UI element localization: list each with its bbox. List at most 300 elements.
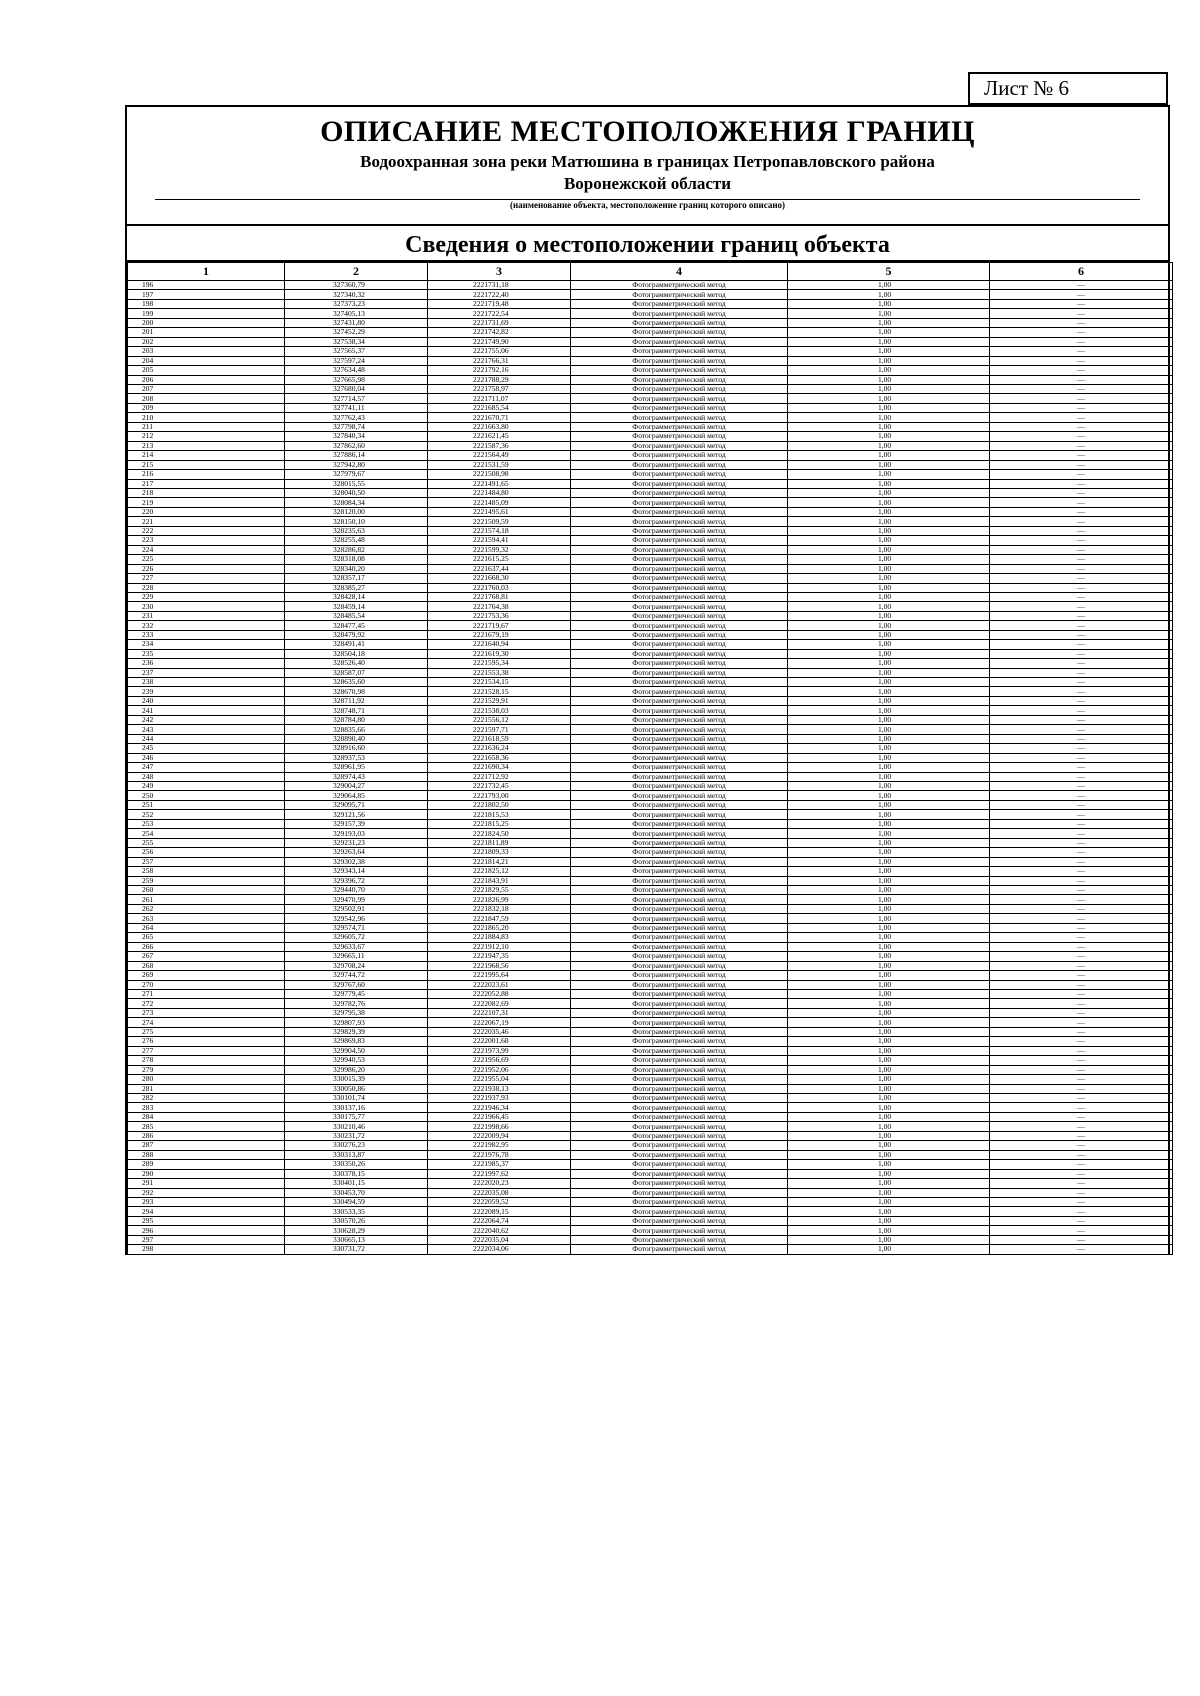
table-row bbox=[128, 1037, 1173, 1046]
description-cell: — bbox=[990, 460, 1173, 469]
accuracy-cell: 1,00 bbox=[788, 498, 990, 507]
accuracy-cell: 1,00 bbox=[788, 1226, 990, 1235]
table-row bbox=[128, 1150, 1173, 1159]
table-row bbox=[128, 309, 1173, 318]
y-coordinate-cell: 2221997,62 bbox=[428, 1169, 571, 1178]
method-cell: Фотограмметрический метод bbox=[571, 1018, 788, 1027]
accuracy-cell: 1,00 bbox=[788, 1169, 990, 1178]
accuracy-cell: 1,00 bbox=[788, 375, 990, 384]
x-coordinate-cell: 327862,60 bbox=[285, 441, 428, 450]
x-coordinate-cell: 327840,34 bbox=[285, 432, 428, 441]
table-row bbox=[128, 328, 1173, 337]
description-cell: — bbox=[990, 318, 1173, 327]
x-coordinate-cell: 329779,45 bbox=[285, 989, 428, 998]
accuracy-cell: 1,00 bbox=[788, 1037, 990, 1046]
y-coordinate-cell: 2221829,55 bbox=[428, 886, 571, 895]
x-coordinate-cell: 329708,24 bbox=[285, 961, 428, 970]
y-coordinate-cell: 2221663,80 bbox=[428, 422, 571, 431]
y-coordinate-cell: 2221937,93 bbox=[428, 1093, 571, 1102]
table-row bbox=[128, 640, 1173, 649]
accuracy-cell: 1,00 bbox=[788, 914, 990, 923]
point-number-cell: 290 bbox=[128, 1169, 285, 1178]
method-cell: Фотограмметрический метод bbox=[571, 838, 788, 847]
point-number-cell: 208 bbox=[128, 394, 285, 403]
point-number-cell: 272 bbox=[128, 999, 285, 1008]
table-row bbox=[128, 933, 1173, 942]
table-row bbox=[128, 649, 1173, 658]
y-coordinate-cell: 2221755,06 bbox=[428, 347, 571, 356]
point-number-cell: 253 bbox=[128, 819, 285, 828]
method-cell: Фотограмметрический метод bbox=[571, 507, 788, 516]
method-cell: Фотограмметрический метод bbox=[571, 422, 788, 431]
accuracy-cell: 1,00 bbox=[788, 507, 990, 516]
point-number-cell: 237 bbox=[128, 668, 285, 677]
table-row bbox=[128, 583, 1173, 592]
table-row bbox=[128, 715, 1173, 724]
table-row bbox=[128, 621, 1173, 630]
y-coordinate-cell: 2221995,64 bbox=[428, 971, 571, 980]
description-cell: — bbox=[990, 980, 1173, 989]
table-row bbox=[128, 1207, 1173, 1216]
x-coordinate-cell: 328340,20 bbox=[285, 564, 428, 573]
accuracy-cell: 1,00 bbox=[788, 649, 990, 658]
y-coordinate-cell: 2221792,16 bbox=[428, 366, 571, 375]
x-coordinate-cell: 327373,23 bbox=[285, 299, 428, 308]
accuracy-cell: 1,00 bbox=[788, 328, 990, 337]
accuracy-cell: 1,00 bbox=[788, 1160, 990, 1169]
column-header: 1 bbox=[128, 263, 285, 281]
method-cell: Фотограмметрический метод bbox=[571, 829, 788, 838]
y-coordinate-cell: 2222089,15 bbox=[428, 1207, 571, 1216]
method-cell: Фотограмметрический метод bbox=[571, 1160, 788, 1169]
accuracy-cell: 1,00 bbox=[788, 611, 990, 620]
y-coordinate-cell: 2221802,50 bbox=[428, 800, 571, 809]
table-row bbox=[128, 696, 1173, 705]
point-number-cell: 287 bbox=[128, 1141, 285, 1150]
method-cell: Фотограмметрический метод bbox=[571, 791, 788, 800]
accuracy-cell: 1,00 bbox=[788, 366, 990, 375]
accuracy-cell: 1,00 bbox=[788, 347, 990, 356]
description-cell: — bbox=[990, 886, 1173, 895]
point-number-cell: 214 bbox=[128, 451, 285, 460]
y-coordinate-cell: 2221615,25 bbox=[428, 555, 571, 564]
description-cell: — bbox=[990, 1122, 1173, 1131]
method-cell: Фотограмметрический метод bbox=[571, 309, 788, 318]
point-number-cell: 297 bbox=[128, 1235, 285, 1244]
point-number-cell: 217 bbox=[128, 479, 285, 488]
y-coordinate-cell: 2221843,91 bbox=[428, 876, 571, 885]
method-cell: Фотограмметрический метод bbox=[571, 1207, 788, 1216]
table-row bbox=[128, 1103, 1173, 1112]
y-coordinate-cell: 2221731,69 bbox=[428, 318, 571, 327]
point-number-cell: 256 bbox=[128, 848, 285, 857]
method-cell: Фотограмметрический метод bbox=[571, 583, 788, 592]
description-cell: — bbox=[990, 1169, 1173, 1178]
y-coordinate-cell: 2222064,74 bbox=[428, 1216, 571, 1225]
accuracy-cell: 1,00 bbox=[788, 299, 990, 308]
method-cell: Фотограмметрический метод bbox=[571, 649, 788, 658]
x-coordinate-cell: 328318,08 bbox=[285, 555, 428, 564]
point-number-cell: 202 bbox=[128, 337, 285, 346]
table-row bbox=[128, 536, 1173, 545]
x-coordinate-cell: 328385,27 bbox=[285, 583, 428, 592]
x-coordinate-cell: 330494,59 bbox=[285, 1197, 428, 1206]
y-coordinate-cell: 2221640,94 bbox=[428, 640, 571, 649]
x-coordinate-cell: 329231,23 bbox=[285, 838, 428, 847]
table-row bbox=[128, 772, 1173, 781]
x-coordinate-cell: 329574,71 bbox=[285, 923, 428, 932]
point-number-cell: 259 bbox=[128, 876, 285, 885]
table-row bbox=[128, 526, 1173, 535]
description-cell: — bbox=[990, 1226, 1173, 1235]
method-cell: Фотограмметрический метод bbox=[571, 1056, 788, 1065]
point-number-cell: 289 bbox=[128, 1160, 285, 1169]
method-cell: Фотограмметрический метод bbox=[571, 460, 788, 469]
accuracy-cell: 1,00 bbox=[788, 800, 990, 809]
method-cell: Фотограмметрический метод bbox=[571, 923, 788, 932]
description-cell: — bbox=[990, 999, 1173, 1008]
x-coordinate-cell: 329665,11 bbox=[285, 952, 428, 961]
x-coordinate-cell: 329795,38 bbox=[285, 1008, 428, 1017]
y-coordinate-cell: 2221574,18 bbox=[428, 526, 571, 535]
x-coordinate-cell: 328150,10 bbox=[285, 517, 428, 526]
table-row bbox=[128, 413, 1173, 422]
x-coordinate-cell: 329064,85 bbox=[285, 791, 428, 800]
x-coordinate-cell: 327538,34 bbox=[285, 337, 428, 346]
point-number-cell: 198 bbox=[128, 299, 285, 308]
method-cell: Фотограмметрический метод bbox=[571, 536, 788, 545]
method-cell: Фотограмметрический метод bbox=[571, 933, 788, 942]
x-coordinate-cell: 330210,46 bbox=[285, 1122, 428, 1131]
method-cell: Фотограмметрический метод bbox=[571, 592, 788, 601]
description-cell: — bbox=[990, 1131, 1173, 1140]
method-cell: Фотограмметрический метод bbox=[571, 611, 788, 620]
accuracy-cell: 1,00 bbox=[788, 640, 990, 649]
method-cell: Фотограмметрический метод bbox=[571, 1008, 788, 1017]
point-number-cell: 267 bbox=[128, 952, 285, 961]
point-number-cell: 298 bbox=[128, 1245, 285, 1254]
accuracy-cell: 1,00 bbox=[788, 422, 990, 431]
method-cell: Фотограмметрический метод bbox=[571, 384, 788, 393]
point-number-cell: 266 bbox=[128, 942, 285, 951]
point-number-cell: 229 bbox=[128, 592, 285, 601]
method-cell: Фотограмметрический метод bbox=[571, 942, 788, 951]
description-cell: — bbox=[990, 328, 1173, 337]
x-coordinate-cell: 327634,48 bbox=[285, 366, 428, 375]
y-coordinate-cell: 2221811,89 bbox=[428, 838, 571, 847]
description-cell: — bbox=[990, 592, 1173, 601]
x-coordinate-cell: 330050,86 bbox=[285, 1084, 428, 1093]
y-coordinate-cell: 2221531,59 bbox=[428, 460, 571, 469]
table-row bbox=[128, 810, 1173, 819]
description-cell: — bbox=[990, 1179, 1173, 1188]
y-coordinate-cell: 2221760,03 bbox=[428, 583, 571, 592]
y-coordinate-cell: 2222034,06 bbox=[428, 1245, 571, 1254]
x-coordinate-cell: 328479,92 bbox=[285, 630, 428, 639]
description-cell: — bbox=[990, 517, 1173, 526]
accuracy-cell: 1,00 bbox=[788, 1188, 990, 1197]
table-row bbox=[128, 432, 1173, 441]
document-frame bbox=[125, 105, 1170, 1255]
table-row bbox=[128, 895, 1173, 904]
object-caption: (наименование объекта, местоположение границ которого описано) bbox=[509, 200, 786, 210]
table-row bbox=[128, 857, 1173, 866]
y-coordinate-cell: 2221534,15 bbox=[428, 678, 571, 687]
point-number-cell: 293 bbox=[128, 1197, 285, 1206]
table-row bbox=[128, 1216, 1173, 1225]
accuracy-cell: 1,00 bbox=[788, 933, 990, 942]
method-cell: Фотограмметрический метод bbox=[571, 488, 788, 497]
point-number-cell: 241 bbox=[128, 706, 285, 715]
x-coordinate-cell: 328428,14 bbox=[285, 592, 428, 601]
method-cell: Фотограмметрический метод bbox=[571, 857, 788, 866]
table-row bbox=[128, 791, 1173, 800]
section-title: Сведения о местоположении границ объекта bbox=[127, 226, 1168, 262]
x-coordinate-cell: 327979,67 bbox=[285, 470, 428, 479]
method-cell: Фотограмметрический метод bbox=[571, 1169, 788, 1178]
accuracy-cell: 1,00 bbox=[788, 942, 990, 951]
description-cell: — bbox=[990, 470, 1173, 479]
description-cell: — bbox=[990, 1141, 1173, 1150]
x-coordinate-cell: 330378,15 bbox=[285, 1169, 428, 1178]
table-row bbox=[128, 290, 1173, 299]
point-number-cell: 251 bbox=[128, 800, 285, 809]
table-row bbox=[128, 829, 1173, 838]
accuracy-cell: 1,00 bbox=[788, 848, 990, 857]
point-number-cell: 218 bbox=[128, 488, 285, 497]
y-coordinate-cell: 2221711,07 bbox=[428, 394, 571, 403]
point-number-cell: 291 bbox=[128, 1179, 285, 1188]
accuracy-cell: 1,00 bbox=[788, 1122, 990, 1131]
method-cell: Фотограмметрический метод bbox=[571, 895, 788, 904]
description-cell: — bbox=[990, 1027, 1173, 1036]
point-number-cell: 296 bbox=[128, 1226, 285, 1235]
accuracy-cell: 1,00 bbox=[788, 706, 990, 715]
y-coordinate-cell: 2221670,71 bbox=[428, 413, 571, 422]
table-row bbox=[128, 507, 1173, 516]
accuracy-cell: 1,00 bbox=[788, 432, 990, 441]
method-cell: Фотограмметрический метод bbox=[571, 734, 788, 743]
x-coordinate-cell: 329633,67 bbox=[285, 942, 428, 951]
table-row bbox=[128, 470, 1173, 479]
point-number-cell: 270 bbox=[128, 980, 285, 989]
accuracy-cell: 1,00 bbox=[788, 1065, 990, 1074]
coordinates-table bbox=[127, 262, 1173, 1255]
table-row bbox=[128, 602, 1173, 611]
description-cell: — bbox=[990, 696, 1173, 705]
description-cell: — bbox=[990, 659, 1173, 668]
point-number-cell: 263 bbox=[128, 914, 285, 923]
x-coordinate-cell: 328937,53 bbox=[285, 753, 428, 762]
point-number-cell: 196 bbox=[128, 281, 285, 290]
x-coordinate-cell: 328784,80 bbox=[285, 715, 428, 724]
y-coordinate-cell: 2221636,24 bbox=[428, 744, 571, 753]
object-name-line1: Водоохранная зона реки Матюшина в границах Петропавловского района bbox=[360, 152, 935, 171]
description-cell: — bbox=[990, 923, 1173, 932]
method-cell: Фотограмметрический метод bbox=[571, 526, 788, 535]
method-cell: Фотограмметрический метод bbox=[571, 318, 788, 327]
description-cell: — bbox=[990, 857, 1173, 866]
method-cell: Фотограмметрический метод bbox=[571, 952, 788, 961]
description-cell: — bbox=[990, 989, 1173, 998]
y-coordinate-cell: 2221621,45 bbox=[428, 432, 571, 441]
method-cell: Фотограмметрический метод bbox=[571, 961, 788, 970]
x-coordinate-cell: 329396,72 bbox=[285, 876, 428, 885]
description-cell: — bbox=[990, 299, 1173, 308]
method-cell: Фотограмметрический метод bbox=[571, 1122, 788, 1131]
description-cell: — bbox=[990, 782, 1173, 791]
point-number-cell: 222 bbox=[128, 526, 285, 535]
method-cell: Фотограмметрический метод bbox=[571, 810, 788, 819]
y-coordinate-cell: 2221484,80 bbox=[428, 488, 571, 497]
method-cell: Фотограмметрический метод bbox=[571, 1112, 788, 1121]
method-cell: Фотограмметрический метод bbox=[571, 432, 788, 441]
table-row bbox=[128, 394, 1173, 403]
x-coordinate-cell: 329440,70 bbox=[285, 886, 428, 895]
point-number-cell: 219 bbox=[128, 498, 285, 507]
accuracy-cell: 1,00 bbox=[788, 772, 990, 781]
x-coordinate-cell: 329470,99 bbox=[285, 895, 428, 904]
method-cell: Фотограмметрический метод bbox=[571, 1046, 788, 1055]
y-coordinate-cell: 2221938,13 bbox=[428, 1084, 571, 1093]
method-cell: Фотограмметрический метод bbox=[571, 782, 788, 791]
point-number-cell: 200 bbox=[128, 318, 285, 327]
accuracy-cell: 1,00 bbox=[788, 281, 990, 290]
x-coordinate-cell: 327452,29 bbox=[285, 328, 428, 337]
description-cell: — bbox=[990, 640, 1173, 649]
accuracy-cell: 1,00 bbox=[788, 1179, 990, 1188]
x-coordinate-cell: 329121,56 bbox=[285, 810, 428, 819]
description-cell: — bbox=[990, 668, 1173, 677]
x-coordinate-cell: 328286,82 bbox=[285, 545, 428, 554]
accuracy-cell: 1,00 bbox=[788, 318, 990, 327]
table-row bbox=[128, 989, 1173, 998]
y-coordinate-cell: 2221731,18 bbox=[428, 281, 571, 290]
x-coordinate-cell: 328504,18 bbox=[285, 649, 428, 658]
point-number-cell: 292 bbox=[128, 1188, 285, 1197]
accuracy-cell: 1,00 bbox=[788, 394, 990, 403]
description-cell: — bbox=[990, 753, 1173, 762]
method-cell: Фотограмметрический метод bbox=[571, 470, 788, 479]
x-coordinate-cell: 328491,41 bbox=[285, 640, 428, 649]
x-coordinate-cell: 330453,70 bbox=[285, 1188, 428, 1197]
accuracy-cell: 1,00 bbox=[788, 961, 990, 970]
x-coordinate-cell: 327942,80 bbox=[285, 460, 428, 469]
point-number-cell: 262 bbox=[128, 904, 285, 913]
x-coordinate-cell: 327360,79 bbox=[285, 281, 428, 290]
point-number-cell: 265 bbox=[128, 933, 285, 942]
x-coordinate-cell: 327340,32 bbox=[285, 290, 428, 299]
accuracy-cell: 1,00 bbox=[788, 886, 990, 895]
table-row bbox=[128, 592, 1173, 601]
y-coordinate-cell: 2222020,23 bbox=[428, 1179, 571, 1188]
method-cell: Фотограмметрический метод bbox=[571, 1131, 788, 1140]
column-header: 4 bbox=[571, 263, 788, 281]
accuracy-cell: 1,00 bbox=[788, 1027, 990, 1036]
x-coordinate-cell: 328835,66 bbox=[285, 725, 428, 734]
point-number-cell: 274 bbox=[128, 1018, 285, 1027]
table-row bbox=[128, 555, 1173, 564]
accuracy-cell: 1,00 bbox=[788, 763, 990, 772]
table-row bbox=[128, 904, 1173, 913]
table-row bbox=[128, 1056, 1173, 1065]
table-row bbox=[128, 1179, 1173, 1188]
y-coordinate-cell: 2221826,99 bbox=[428, 895, 571, 904]
method-cell: Фотограмметрический метод bbox=[571, 848, 788, 857]
point-number-cell: 285 bbox=[128, 1122, 285, 1131]
y-coordinate-cell: 2222107,31 bbox=[428, 1008, 571, 1017]
column-header: 5 bbox=[788, 263, 990, 281]
description-cell: — bbox=[990, 564, 1173, 573]
table-row bbox=[128, 1226, 1173, 1235]
accuracy-cell: 1,00 bbox=[788, 782, 990, 791]
x-coordinate-cell: 329193,03 bbox=[285, 829, 428, 838]
y-coordinate-cell: 2221685,54 bbox=[428, 403, 571, 412]
point-number-cell: 227 bbox=[128, 574, 285, 583]
x-coordinate-cell: 328255,48 bbox=[285, 536, 428, 545]
point-number-cell: 225 bbox=[128, 555, 285, 564]
point-number-cell: 282 bbox=[128, 1093, 285, 1102]
y-coordinate-cell: 2222040,62 bbox=[428, 1226, 571, 1235]
method-cell: Фотограмметрический метод bbox=[571, 659, 788, 668]
description-cell: — bbox=[990, 611, 1173, 620]
accuracy-cell: 1,00 bbox=[788, 583, 990, 592]
point-number-cell: 240 bbox=[128, 696, 285, 705]
table-row bbox=[128, 318, 1173, 327]
table-row bbox=[128, 1112, 1173, 1121]
accuracy-cell: 1,00 bbox=[788, 980, 990, 989]
table-row bbox=[128, 1018, 1173, 1027]
x-coordinate-cell: 329004,27 bbox=[285, 782, 428, 791]
table-row bbox=[128, 488, 1173, 497]
point-number-cell: 212 bbox=[128, 432, 285, 441]
description-cell: — bbox=[990, 649, 1173, 658]
point-number-cell: 281 bbox=[128, 1084, 285, 1093]
point-number-cell: 204 bbox=[128, 356, 285, 365]
method-cell: Фотограмметрический метод bbox=[571, 744, 788, 753]
description-cell: — bbox=[990, 725, 1173, 734]
y-coordinate-cell: 2221529,91 bbox=[428, 696, 571, 705]
point-number-cell: 210 bbox=[128, 413, 285, 422]
point-number-cell: 245 bbox=[128, 744, 285, 753]
description-cell: — bbox=[990, 441, 1173, 450]
description-cell: — bbox=[990, 384, 1173, 393]
point-number-cell: 236 bbox=[128, 659, 285, 668]
description-cell: — bbox=[990, 507, 1173, 516]
method-cell: Фотограмметрический метод bbox=[571, 441, 788, 450]
x-coordinate-cell: 327665,98 bbox=[285, 375, 428, 384]
table-row bbox=[128, 375, 1173, 384]
y-coordinate-cell: 2221753,36 bbox=[428, 611, 571, 620]
accuracy-cell: 1,00 bbox=[788, 1245, 990, 1254]
description-cell: — bbox=[990, 1075, 1173, 1084]
description-cell: — bbox=[990, 904, 1173, 913]
description-cell: — bbox=[990, 800, 1173, 809]
accuracy-cell: 1,00 bbox=[788, 668, 990, 677]
method-cell: Фотограмметрический метод bbox=[571, 299, 788, 308]
table-row bbox=[128, 384, 1173, 393]
description-cell: — bbox=[990, 356, 1173, 365]
y-coordinate-cell: 2221824,50 bbox=[428, 829, 571, 838]
description-cell: — bbox=[990, 971, 1173, 980]
description-cell: — bbox=[990, 961, 1173, 970]
accuracy-cell: 1,00 bbox=[788, 810, 990, 819]
accuracy-cell: 1,00 bbox=[788, 1216, 990, 1225]
point-number-cell: 220 bbox=[128, 507, 285, 516]
description-cell: — bbox=[990, 1093, 1173, 1102]
description-cell: — bbox=[990, 715, 1173, 724]
description-cell: — bbox=[990, 678, 1173, 687]
